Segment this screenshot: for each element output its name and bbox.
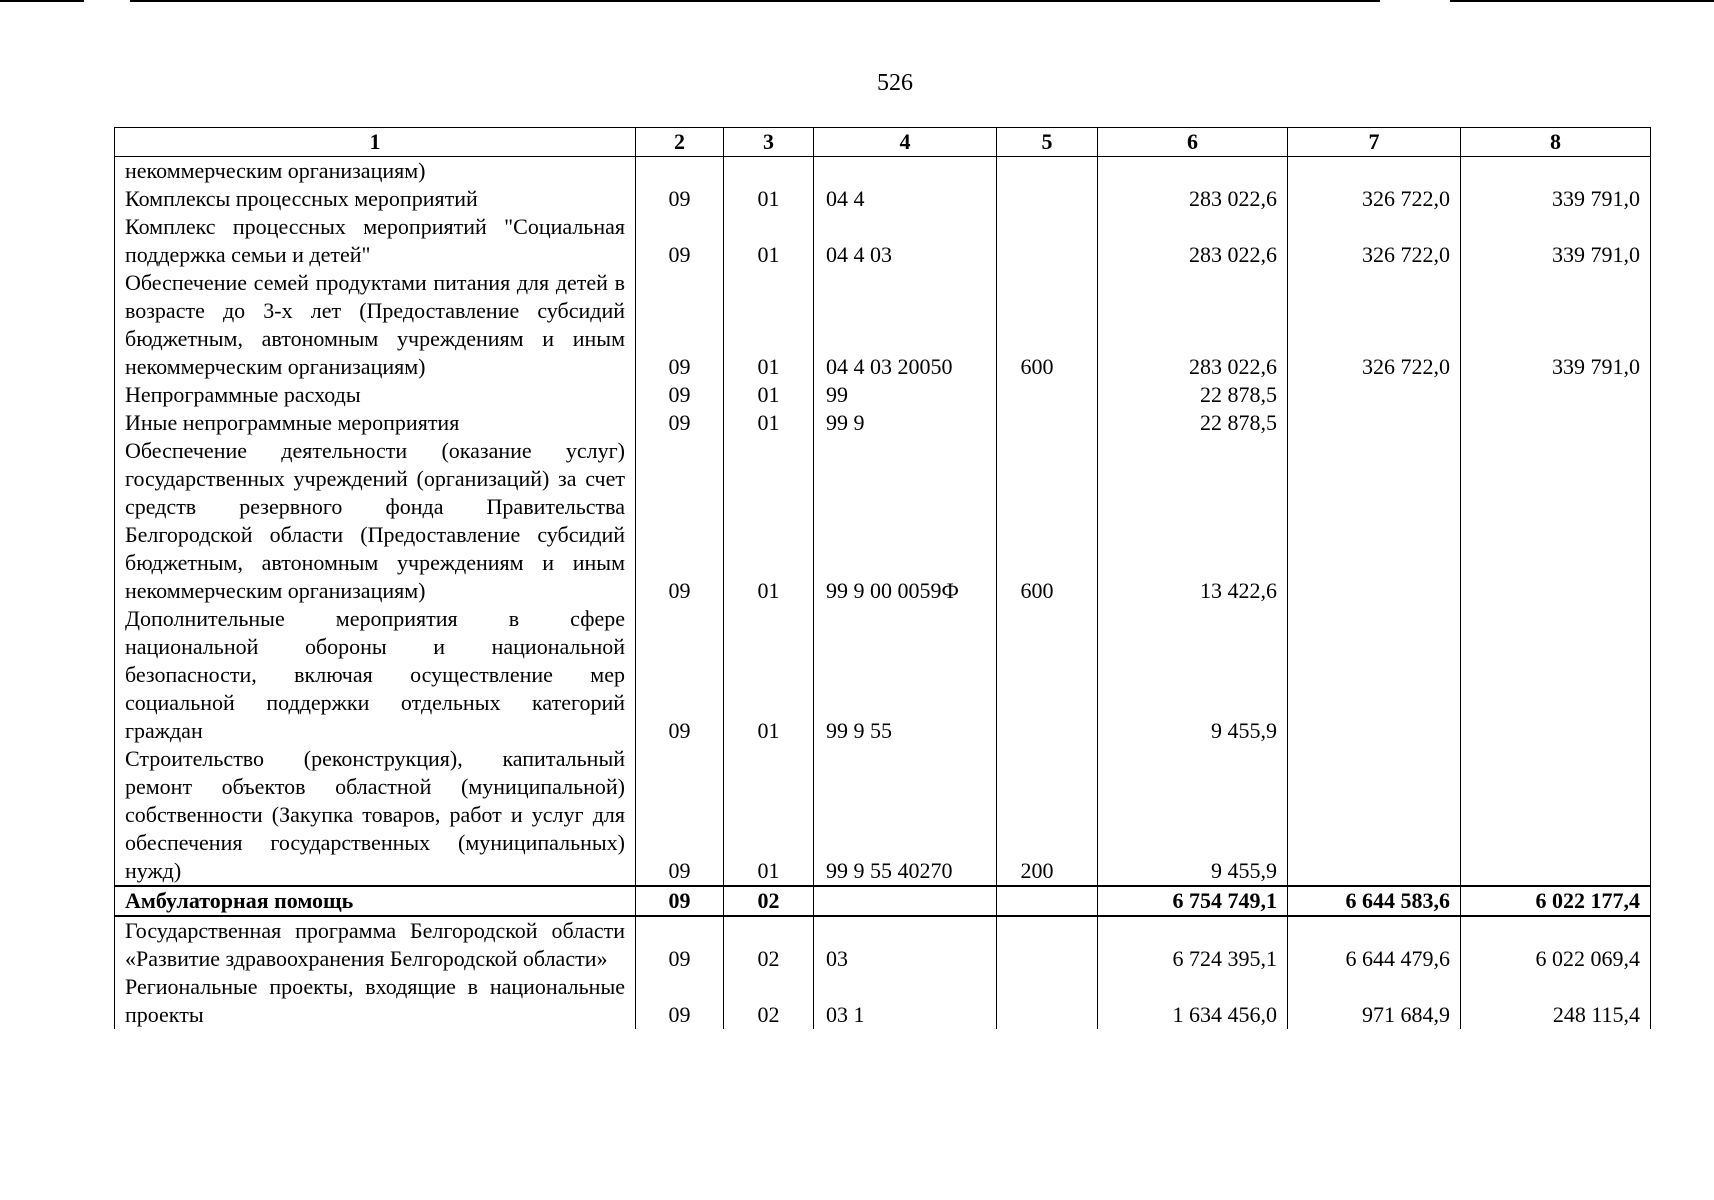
row-section: 09 xyxy=(636,745,724,886)
row-name: некоммерческим организациям) xyxy=(115,157,636,186)
row-amount-col6: 6 754 749,1 xyxy=(1098,886,1288,916)
row-amount-col8: 248 115,4 xyxy=(1461,973,1651,1029)
page-number: 526 xyxy=(877,70,913,96)
table-row xyxy=(115,605,1651,745)
row-amount-col6: 283 022,6 xyxy=(1098,185,1288,213)
row-section: 09 xyxy=(636,973,724,1029)
row-target-article: 03 xyxy=(814,916,997,973)
row-subsection: 02 xyxy=(724,916,814,973)
row-amount-col7 xyxy=(1288,381,1461,409)
row-amount-col6: 6 724 395,1 xyxy=(1098,916,1288,973)
table-row xyxy=(115,973,1651,1029)
row-subsection: 02 xyxy=(724,973,814,1029)
top-rule-left xyxy=(0,0,84,2)
top-rule-center xyxy=(130,0,1380,2)
row-amount-col8 xyxy=(1461,745,1651,886)
row-name: Дополнительные мероприятия в сфере национальной обороны и национальной безопасности, включая осуществление мер социальной поддержки отдельных категорий граждан xyxy=(115,605,636,745)
row-section: 09 xyxy=(636,916,724,973)
row-section: 09 xyxy=(636,269,724,381)
header-col-8: 8 xyxy=(1461,128,1651,157)
row-subsection: 01 xyxy=(724,185,814,213)
row-amount-col6: 13 422,6 xyxy=(1098,437,1288,605)
row-subsection xyxy=(724,157,814,186)
row-section: 09 xyxy=(636,185,724,213)
row-target-article: 99 9 xyxy=(814,409,997,437)
row-amount-col7: 971 684,9 xyxy=(1288,973,1461,1029)
header-col-3: 3 xyxy=(724,128,814,157)
row-amount-col7 xyxy=(1288,409,1461,437)
row-target-article: 99 9 55 xyxy=(814,605,997,745)
header-col-6: 6 xyxy=(1098,128,1288,157)
header-col-5: 5 xyxy=(997,128,1098,157)
row-section: 09 xyxy=(636,381,724,409)
row-subsection: 01 xyxy=(724,381,814,409)
row-name: Государственная программа Белгородской области «Развитие здравоохранения Белгородской области» xyxy=(115,916,636,973)
table-row xyxy=(115,409,1651,437)
row-amount-col8: 339 791,0 xyxy=(1461,213,1651,269)
row-amount-col6 xyxy=(1098,157,1288,186)
header-col-2: 2 xyxy=(636,128,724,157)
row-expense-type xyxy=(997,605,1098,745)
row-amount-col8: 6 022 177,4 xyxy=(1461,886,1651,916)
row-target-article: 04 4 03 20050 xyxy=(814,269,997,381)
row-expense-type xyxy=(997,185,1098,213)
row-name: Региональные проекты, входящие в национальные проекты xyxy=(115,973,636,1029)
row-amount-col8: 6 022 069,4 xyxy=(1461,916,1651,973)
row-subsection: 01 xyxy=(724,409,814,437)
row-expense-type xyxy=(997,381,1098,409)
row-amount-col8 xyxy=(1461,157,1651,186)
row-expense-type: 600 xyxy=(997,269,1098,381)
row-name: Амбулаторная помощь xyxy=(115,886,636,916)
row-expense-type xyxy=(997,916,1098,973)
row-target-article: 99 9 55 40270 xyxy=(814,745,997,886)
row-amount-col6: 9 455,9 xyxy=(1098,605,1288,745)
row-target-article xyxy=(814,886,997,916)
row-name: Обеспечение семей продуктами питания для детей в возрасте до 3-х лет (Предоставление субсидий бюджетным, автономным учреждениям и иным некоммерческим организациям) xyxy=(115,269,636,381)
row-amount-col7: 6 644 479,6 xyxy=(1288,916,1461,973)
row-name: Строительство (реконструкция), капитальный ремонт объектов областной (муниципальной) собственности (Закупка товаров, работ и услуг для обеспечения государственных (муниципальных) нужд) xyxy=(115,745,636,886)
row-amount-col7: 326 722,0 xyxy=(1288,213,1461,269)
row-section xyxy=(636,157,724,186)
row-amount-col8 xyxy=(1461,605,1651,745)
row-name: Иные непрограммные мероприятия xyxy=(115,409,636,437)
row-target-article: 99 9 00 0059Ф xyxy=(814,437,997,605)
row-amount-col7 xyxy=(1288,745,1461,886)
row-name: Непрограммные расходы xyxy=(115,381,636,409)
row-name: Комплексы процессных мероприятий xyxy=(115,185,636,213)
row-amount-col8 xyxy=(1461,437,1651,605)
header-col-4: 4 xyxy=(814,128,997,157)
top-rule-right xyxy=(1450,0,1714,2)
row-amount-col8 xyxy=(1461,409,1651,437)
row-section: 09 xyxy=(636,213,724,269)
row-target-article: 04 4 xyxy=(814,185,997,213)
row-amount-col7 xyxy=(1288,157,1461,186)
row-expense-type: 600 xyxy=(997,437,1098,605)
row-expense-type xyxy=(997,409,1098,437)
row-subsection: 01 xyxy=(724,269,814,381)
row-subsection: 01 xyxy=(724,213,814,269)
row-section: 09 xyxy=(636,605,724,745)
row-amount-col8: 339 791,0 xyxy=(1461,269,1651,381)
row-amount-col6: 22 878,5 xyxy=(1098,381,1288,409)
row-target-article: 99 xyxy=(814,381,997,409)
table-row xyxy=(115,381,1651,409)
row-subsection: 01 xyxy=(724,745,814,886)
row-amount-col8: 339 791,0 xyxy=(1461,185,1651,213)
row-expense-type xyxy=(997,213,1098,269)
row-name: Обеспечение деятельности (оказание услуг) государственных учреждений (организаций) за счет средств резервного фонда Правительства Белгородской области (Предоставление субсидий бюджетным, автономным учреждениям и иным некоммерческим организациям) xyxy=(115,437,636,605)
header-col-7: 7 xyxy=(1288,128,1461,157)
row-name: Комплекс процессных мероприятий "Социальная поддержка семьи и детей" xyxy=(115,213,636,269)
row-amount-col6: 1 634 456,0 xyxy=(1098,973,1288,1029)
table-row xyxy=(115,269,1651,381)
row-amount-col7: 6 644 583,6 xyxy=(1288,886,1461,916)
row-target-article: 03 1 xyxy=(814,973,997,1029)
row-amount-col7 xyxy=(1288,437,1461,605)
row-section: 09 xyxy=(636,886,724,916)
table-row xyxy=(115,437,1651,605)
header-col-1: 1 xyxy=(115,128,636,157)
row-subsection: 02 xyxy=(724,886,814,916)
table-row xyxy=(115,157,1651,186)
table-row xyxy=(115,213,1651,269)
row-target-article xyxy=(814,157,997,186)
table-row-subtotal xyxy=(115,886,1651,916)
row-amount-col7 xyxy=(1288,605,1461,745)
row-section: 09 xyxy=(636,409,724,437)
row-amount-col6: 283 022,6 xyxy=(1098,213,1288,269)
row-expense-type xyxy=(997,886,1098,916)
row-subsection: 01 xyxy=(724,605,814,745)
row-amount-col7: 326 722,0 xyxy=(1288,269,1461,381)
row-expense-type xyxy=(997,973,1098,1029)
table-row xyxy=(115,745,1651,886)
row-subsection: 01 xyxy=(724,437,814,605)
row-target-article: 04 4 03 xyxy=(814,213,997,269)
row-amount-col6: 283 022,6 xyxy=(1098,269,1288,381)
table-row xyxy=(115,185,1651,213)
row-expense-type: 200 xyxy=(997,745,1098,886)
row-amount-col6: 9 455,9 xyxy=(1098,745,1288,886)
table-row xyxy=(115,916,1651,973)
row-section: 09 xyxy=(636,437,724,605)
row-amount-col8 xyxy=(1461,381,1651,409)
row-amount-col7: 326 722,0 xyxy=(1288,185,1461,213)
budget-table xyxy=(114,127,1651,1029)
header-row xyxy=(115,128,1651,157)
row-expense-type xyxy=(997,157,1098,186)
row-amount-col6: 22 878,5 xyxy=(1098,409,1288,437)
